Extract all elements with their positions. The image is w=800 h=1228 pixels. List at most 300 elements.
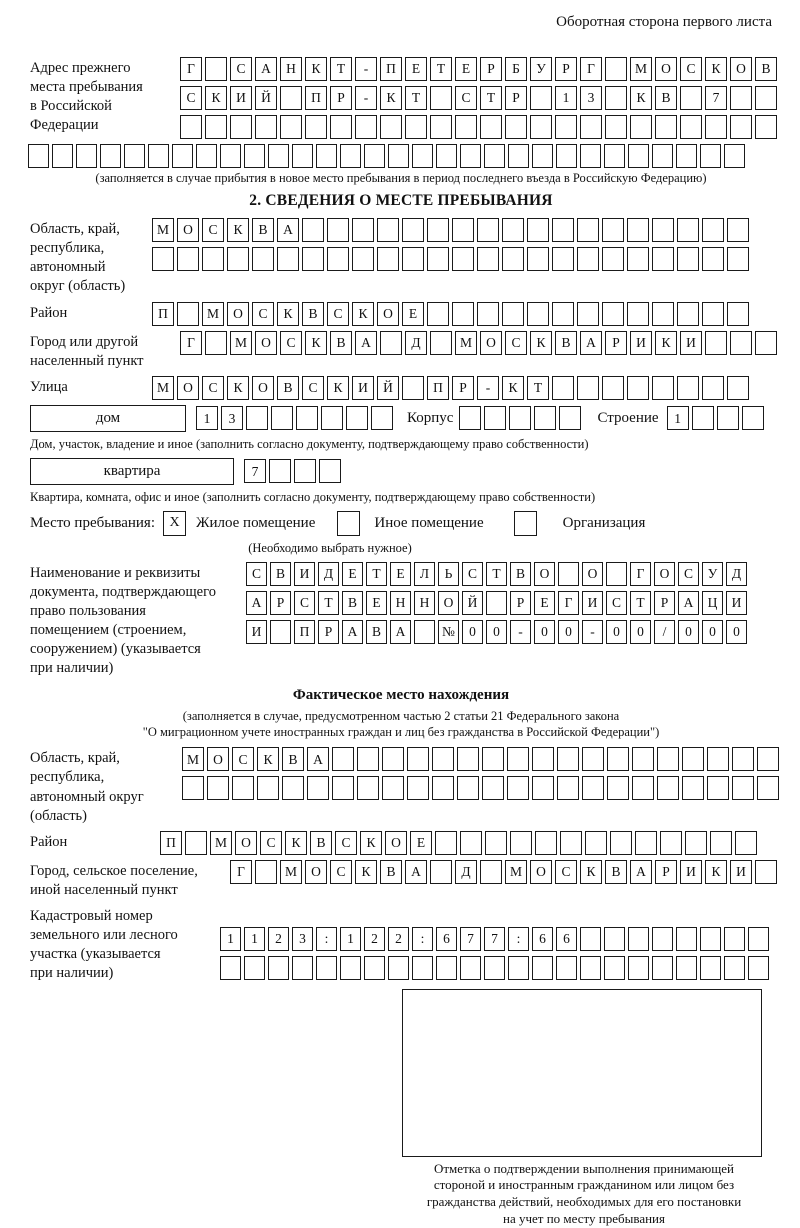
char-cell[interactable]: В (330, 331, 352, 355)
char-cell[interactable] (364, 144, 385, 168)
char-cell[interactable] (316, 956, 337, 980)
char-cell[interactable]: С (555, 860, 577, 884)
char-cell[interactable]: Б (505, 57, 527, 81)
char-cell[interactable]: М (210, 831, 232, 855)
char-cell[interactable]: С (294, 591, 315, 615)
char-cell[interactable]: К (352, 302, 374, 326)
char-cell[interactable]: 2 (364, 927, 385, 951)
char-cell[interactable]: Е (410, 831, 432, 855)
char-cell[interactable]: Д (405, 331, 427, 355)
char-cell[interactable]: В (270, 562, 291, 586)
char-cell[interactable] (628, 927, 649, 951)
char-cell[interactable] (269, 459, 291, 483)
char-cell[interactable] (727, 218, 749, 242)
char-cell[interactable]: 1 (340, 927, 361, 951)
char-cell[interactable]: К (502, 376, 524, 400)
char-cell[interactable]: - (510, 620, 531, 644)
char-cell[interactable]: К (277, 302, 299, 326)
char-cell[interactable] (682, 776, 704, 800)
char-cell[interactable]: М (152, 376, 174, 400)
char-cell[interactable] (76, 144, 97, 168)
char-cell[interactable]: И (680, 860, 702, 884)
char-cell[interactable] (460, 144, 481, 168)
checkbox-residential[interactable]: X (163, 511, 186, 536)
char-cell[interactable]: С (280, 331, 302, 355)
char-cell[interactable] (455, 115, 477, 139)
char-cell[interactable]: С (230, 57, 252, 81)
char-cell[interactable]: С (232, 747, 254, 771)
char-cell[interactable]: Р (330, 86, 352, 110)
char-cell[interactable] (556, 144, 577, 168)
char-cell[interactable]: Ь (438, 562, 459, 586)
char-cell[interactable]: О (235, 831, 257, 855)
char-cell[interactable]: О (207, 747, 229, 771)
char-cell[interactable]: Р (480, 57, 502, 81)
char-cell[interactable] (414, 620, 435, 644)
char-cell[interactable]: Е (366, 591, 387, 615)
char-cell[interactable]: К (257, 747, 279, 771)
char-cell[interactable]: В (510, 562, 531, 586)
char-cell[interactable]: Г (230, 860, 252, 884)
char-cell[interactable] (527, 218, 549, 242)
char-cell[interactable] (457, 776, 479, 800)
char-cell[interactable] (602, 302, 624, 326)
char-cell[interactable] (707, 776, 729, 800)
char-cell[interactable] (535, 831, 557, 855)
char-cell[interactable]: В (342, 591, 363, 615)
char-cell[interactable]: В (655, 86, 677, 110)
char-cell[interactable] (577, 302, 599, 326)
char-cell[interactable] (271, 406, 293, 430)
char-cell[interactable] (710, 831, 732, 855)
char-cell[interactable]: 0 (630, 620, 651, 644)
char-cell[interactable] (459, 406, 481, 430)
char-cell[interactable]: Е (402, 302, 424, 326)
char-cell[interactable]: К (355, 860, 377, 884)
char-cell[interactable] (196, 144, 217, 168)
char-cell[interactable]: 6 (556, 927, 577, 951)
char-cell[interactable] (717, 406, 739, 430)
char-cell[interactable] (610, 831, 632, 855)
char-cell[interactable]: Е (390, 562, 411, 586)
char-cell[interactable] (152, 247, 174, 271)
char-cell[interactable] (755, 86, 777, 110)
char-cell[interactable]: Г (580, 57, 602, 81)
char-cell[interactable]: К (327, 376, 349, 400)
char-cell[interactable]: Н (390, 591, 411, 615)
char-cell[interactable] (680, 115, 702, 139)
char-cell[interactable] (430, 86, 452, 110)
char-cell[interactable] (580, 927, 601, 951)
char-cell[interactable]: А (255, 57, 277, 81)
char-cell[interactable]: К (530, 331, 552, 355)
char-cell[interactable]: Т (366, 562, 387, 586)
char-cell[interactable] (627, 247, 649, 271)
char-cell[interactable]: О (255, 331, 277, 355)
char-cell[interactable] (357, 776, 379, 800)
char-cell[interactable]: Р (505, 86, 527, 110)
char-cell[interactable] (727, 247, 749, 271)
char-cell[interactable] (628, 144, 649, 168)
char-cell[interactable] (482, 747, 504, 771)
char-cell[interactable] (700, 956, 721, 980)
char-cell[interactable] (319, 459, 341, 483)
char-cell[interactable] (730, 86, 752, 110)
char-cell[interactable]: И (680, 331, 702, 355)
char-cell[interactable] (632, 776, 654, 800)
char-cell[interactable]: Л (414, 562, 435, 586)
char-cell[interactable] (148, 144, 169, 168)
char-cell[interactable] (427, 247, 449, 271)
char-cell[interactable]: - (355, 57, 377, 81)
char-cell[interactable]: С (505, 331, 527, 355)
char-cell[interactable]: 1 (220, 927, 241, 951)
char-cell[interactable] (340, 144, 361, 168)
char-cell[interactable]: № (438, 620, 459, 644)
char-cell[interactable] (355, 115, 377, 139)
char-cell[interactable] (382, 776, 404, 800)
char-cell[interactable]: 7 (460, 927, 481, 951)
char-cell[interactable]: Г (630, 562, 651, 586)
char-cell[interactable] (585, 831, 607, 855)
char-cell[interactable]: Р (655, 860, 677, 884)
char-cell[interactable]: Т (330, 57, 352, 81)
char-cell[interactable]: В (252, 218, 274, 242)
char-cell[interactable] (484, 406, 506, 430)
char-cell[interactable]: В (366, 620, 387, 644)
char-cell[interactable] (508, 144, 529, 168)
char-cell[interactable]: С (202, 218, 224, 242)
char-cell[interactable] (436, 144, 457, 168)
char-cell[interactable]: И (230, 86, 252, 110)
char-cell[interactable]: 1 (244, 927, 265, 951)
char-cell[interactable] (757, 747, 779, 771)
char-cell[interactable]: 0 (462, 620, 483, 644)
char-cell[interactable]: И (730, 860, 752, 884)
char-cell[interactable] (748, 956, 769, 980)
char-cell[interactable] (402, 376, 424, 400)
char-cell[interactable] (660, 831, 682, 855)
char-cell[interactable]: К (360, 831, 382, 855)
char-cell[interactable] (559, 406, 581, 430)
char-cell[interactable]: Е (534, 591, 555, 615)
char-cell[interactable]: М (202, 302, 224, 326)
char-cell[interactable]: П (380, 57, 402, 81)
char-cell[interactable]: Е (405, 57, 427, 81)
char-cell[interactable] (652, 956, 673, 980)
char-cell[interactable]: 0 (558, 620, 579, 644)
char-cell[interactable]: Г (180, 331, 202, 355)
char-cell[interactable] (427, 302, 449, 326)
char-cell[interactable] (732, 776, 754, 800)
char-cell[interactable]: О (385, 831, 407, 855)
char-cell[interactable] (532, 776, 554, 800)
char-cell[interactable] (604, 927, 625, 951)
char-cell[interactable] (321, 406, 343, 430)
char-cell[interactable] (277, 247, 299, 271)
char-cell[interactable]: А (307, 747, 329, 771)
char-cell[interactable] (296, 406, 318, 430)
char-cell[interactable] (532, 747, 554, 771)
char-cell[interactable]: А (246, 591, 267, 615)
char-cell[interactable] (652, 218, 674, 242)
char-cell[interactable] (327, 247, 349, 271)
char-cell[interactable]: Т (430, 57, 452, 81)
char-cell[interactable]: О (252, 376, 274, 400)
char-cell[interactable] (507, 776, 529, 800)
char-cell[interactable] (724, 144, 745, 168)
char-cell[interactable]: К (305, 331, 327, 355)
char-cell[interactable] (558, 562, 579, 586)
char-cell[interactable]: 7 (484, 927, 505, 951)
char-cell[interactable] (677, 376, 699, 400)
char-cell[interactable] (724, 956, 745, 980)
char-cell[interactable]: С (330, 860, 352, 884)
char-cell[interactable]: 0 (726, 620, 747, 644)
char-cell[interactable]: А (630, 860, 652, 884)
char-cell[interactable] (280, 86, 302, 110)
char-cell[interactable]: 7 (244, 459, 266, 483)
char-cell[interactable] (177, 247, 199, 271)
char-cell[interactable]: И (582, 591, 603, 615)
char-cell[interactable]: И (630, 331, 652, 355)
char-cell[interactable] (477, 218, 499, 242)
char-cell[interactable]: К (227, 376, 249, 400)
char-cell[interactable]: Д (726, 562, 747, 586)
char-cell[interactable]: Т (486, 562, 507, 586)
char-cell[interactable] (485, 831, 507, 855)
char-cell[interactable] (580, 144, 601, 168)
char-cell[interactable] (532, 956, 553, 980)
char-cell[interactable] (380, 331, 402, 355)
checkbox-other-premises[interactable] (337, 511, 360, 536)
char-cell[interactable] (582, 776, 604, 800)
char-cell[interactable]: К (285, 831, 307, 855)
char-cell[interactable] (530, 115, 552, 139)
char-cell[interactable] (436, 956, 457, 980)
char-cell[interactable]: В (282, 747, 304, 771)
char-cell[interactable]: К (630, 86, 652, 110)
char-cell[interactable] (352, 247, 374, 271)
char-cell[interactable]: С (455, 86, 477, 110)
char-cell[interactable] (502, 302, 524, 326)
char-cell[interactable]: Р (555, 57, 577, 81)
char-cell[interactable]: 2 (268, 927, 289, 951)
char-cell[interactable]: К (655, 331, 677, 355)
char-cell[interactable]: 6 (532, 927, 553, 951)
char-cell[interactable]: О (530, 860, 552, 884)
char-cell[interactable]: Н (280, 57, 302, 81)
char-cell[interactable]: О (582, 562, 603, 586)
char-cell[interactable] (205, 331, 227, 355)
char-cell[interactable]: У (702, 562, 723, 586)
char-cell[interactable] (727, 302, 749, 326)
char-cell[interactable] (268, 144, 289, 168)
char-cell[interactable]: А (678, 591, 699, 615)
char-cell[interactable] (677, 218, 699, 242)
char-cell[interactable] (534, 406, 556, 430)
char-cell[interactable] (580, 115, 602, 139)
char-cell[interactable]: А (355, 331, 377, 355)
char-cell[interactable] (255, 860, 277, 884)
char-cell[interactable] (627, 218, 649, 242)
char-cell[interactable]: О (654, 562, 675, 586)
char-cell[interactable] (702, 247, 724, 271)
char-cell[interactable] (307, 776, 329, 800)
char-cell[interactable]: 1 (196, 406, 218, 430)
char-cell[interactable] (685, 831, 707, 855)
char-cell[interactable] (604, 144, 625, 168)
char-cell[interactable] (652, 376, 674, 400)
char-cell[interactable] (635, 831, 657, 855)
char-cell[interactable] (268, 956, 289, 980)
char-cell[interactable] (172, 144, 193, 168)
char-cell[interactable] (227, 247, 249, 271)
char-cell[interactable]: О (227, 302, 249, 326)
char-cell[interactable] (530, 86, 552, 110)
char-cell[interactable]: М (280, 860, 302, 884)
char-cell[interactable] (205, 57, 227, 81)
char-cell[interactable] (604, 956, 625, 980)
char-cell[interactable]: Д (318, 562, 339, 586)
char-cell[interactable]: П (160, 831, 182, 855)
char-cell[interactable] (655, 115, 677, 139)
char-cell[interactable] (388, 956, 409, 980)
char-cell[interactable] (100, 144, 121, 168)
char-cell[interactable] (246, 406, 268, 430)
char-cell[interactable]: Т (630, 591, 651, 615)
char-cell[interactable]: В (555, 331, 577, 355)
char-cell[interactable] (682, 747, 704, 771)
char-cell[interactable]: К (227, 218, 249, 242)
char-cell[interactable] (330, 115, 352, 139)
char-cell[interactable] (700, 927, 721, 951)
char-cell[interactable] (244, 144, 265, 168)
char-cell[interactable]: Р (510, 591, 531, 615)
char-cell[interactable] (755, 115, 777, 139)
char-cell[interactable] (207, 776, 229, 800)
char-cell[interactable]: Р (318, 620, 339, 644)
char-cell[interactable] (180, 115, 202, 139)
char-cell[interactable] (232, 776, 254, 800)
char-cell[interactable]: 7 (705, 86, 727, 110)
char-cell[interactable] (346, 406, 368, 430)
char-cell[interactable]: М (505, 860, 527, 884)
char-cell[interactable]: О (730, 57, 752, 81)
char-cell[interactable] (676, 927, 697, 951)
char-cell[interactable]: К (205, 86, 227, 110)
char-cell[interactable]: : (412, 927, 433, 951)
char-cell[interactable]: О (177, 218, 199, 242)
char-cell[interactable] (577, 247, 599, 271)
char-cell[interactable] (220, 956, 241, 980)
char-cell[interactable] (677, 247, 699, 271)
char-cell[interactable] (202, 247, 224, 271)
char-cell[interactable] (556, 956, 577, 980)
char-cell[interactable]: П (427, 376, 449, 400)
char-cell[interactable] (705, 115, 727, 139)
char-cell[interactable] (707, 747, 729, 771)
char-cell[interactable] (427, 218, 449, 242)
char-cell[interactable] (205, 115, 227, 139)
char-cell[interactable]: 2 (388, 927, 409, 951)
char-cell[interactable]: О (305, 860, 327, 884)
char-cell[interactable]: М (455, 331, 477, 355)
char-cell[interactable]: С (327, 302, 349, 326)
char-cell[interactable]: С (678, 562, 699, 586)
char-cell[interactable]: / (654, 620, 675, 644)
char-cell[interactable] (657, 747, 679, 771)
char-cell[interactable]: Д (455, 860, 477, 884)
checkbox-organization[interactable] (514, 511, 537, 536)
char-cell[interactable] (388, 144, 409, 168)
char-cell[interactable] (757, 776, 779, 800)
char-cell[interactable]: - (355, 86, 377, 110)
char-cell[interactable] (677, 302, 699, 326)
char-cell[interactable]: В (380, 860, 402, 884)
char-cell[interactable] (607, 747, 629, 771)
char-cell[interactable]: Т (318, 591, 339, 615)
char-cell[interactable] (552, 218, 574, 242)
char-cell[interactable] (627, 302, 649, 326)
char-cell[interactable] (552, 376, 574, 400)
char-cell[interactable] (302, 247, 324, 271)
char-cell[interactable] (292, 144, 313, 168)
char-cell[interactable]: 1 (667, 406, 689, 430)
char-cell[interactable]: 0 (606, 620, 627, 644)
char-cell[interactable] (185, 831, 207, 855)
char-cell[interactable] (52, 144, 73, 168)
char-cell[interactable] (627, 376, 649, 400)
char-cell[interactable] (607, 776, 629, 800)
char-cell[interactable]: С (462, 562, 483, 586)
char-cell[interactable] (124, 144, 145, 168)
char-cell[interactable]: : (316, 927, 337, 951)
char-cell[interactable] (457, 747, 479, 771)
char-cell[interactable] (477, 302, 499, 326)
char-cell[interactable] (724, 927, 745, 951)
char-cell[interactable] (340, 956, 361, 980)
char-cell[interactable]: С (302, 376, 324, 400)
char-cell[interactable]: О (438, 591, 459, 615)
char-cell[interactable] (302, 218, 324, 242)
char-cell[interactable] (577, 376, 599, 400)
char-cell[interactable]: Й (255, 86, 277, 110)
char-cell[interactable] (377, 218, 399, 242)
char-cell[interactable]: В (755, 57, 777, 81)
char-cell[interactable] (657, 776, 679, 800)
char-cell[interactable] (327, 218, 349, 242)
char-cell[interactable] (480, 860, 502, 884)
char-cell[interactable]: Г (558, 591, 579, 615)
char-cell[interactable] (505, 115, 527, 139)
char-cell[interactable] (364, 956, 385, 980)
char-cell[interactable] (380, 115, 402, 139)
char-cell[interactable]: Й (462, 591, 483, 615)
char-cell[interactable]: С (680, 57, 702, 81)
char-cell[interactable]: Т (405, 86, 427, 110)
char-cell[interactable]: И (352, 376, 374, 400)
char-cell[interactable] (294, 459, 316, 483)
char-cell[interactable] (371, 406, 393, 430)
char-cell[interactable]: Г (180, 57, 202, 81)
char-cell[interactable] (628, 956, 649, 980)
char-cell[interactable]: И (726, 591, 747, 615)
char-cell[interactable] (412, 144, 433, 168)
char-cell[interactable] (527, 247, 549, 271)
char-cell[interactable] (602, 218, 624, 242)
char-cell[interactable] (357, 747, 379, 771)
